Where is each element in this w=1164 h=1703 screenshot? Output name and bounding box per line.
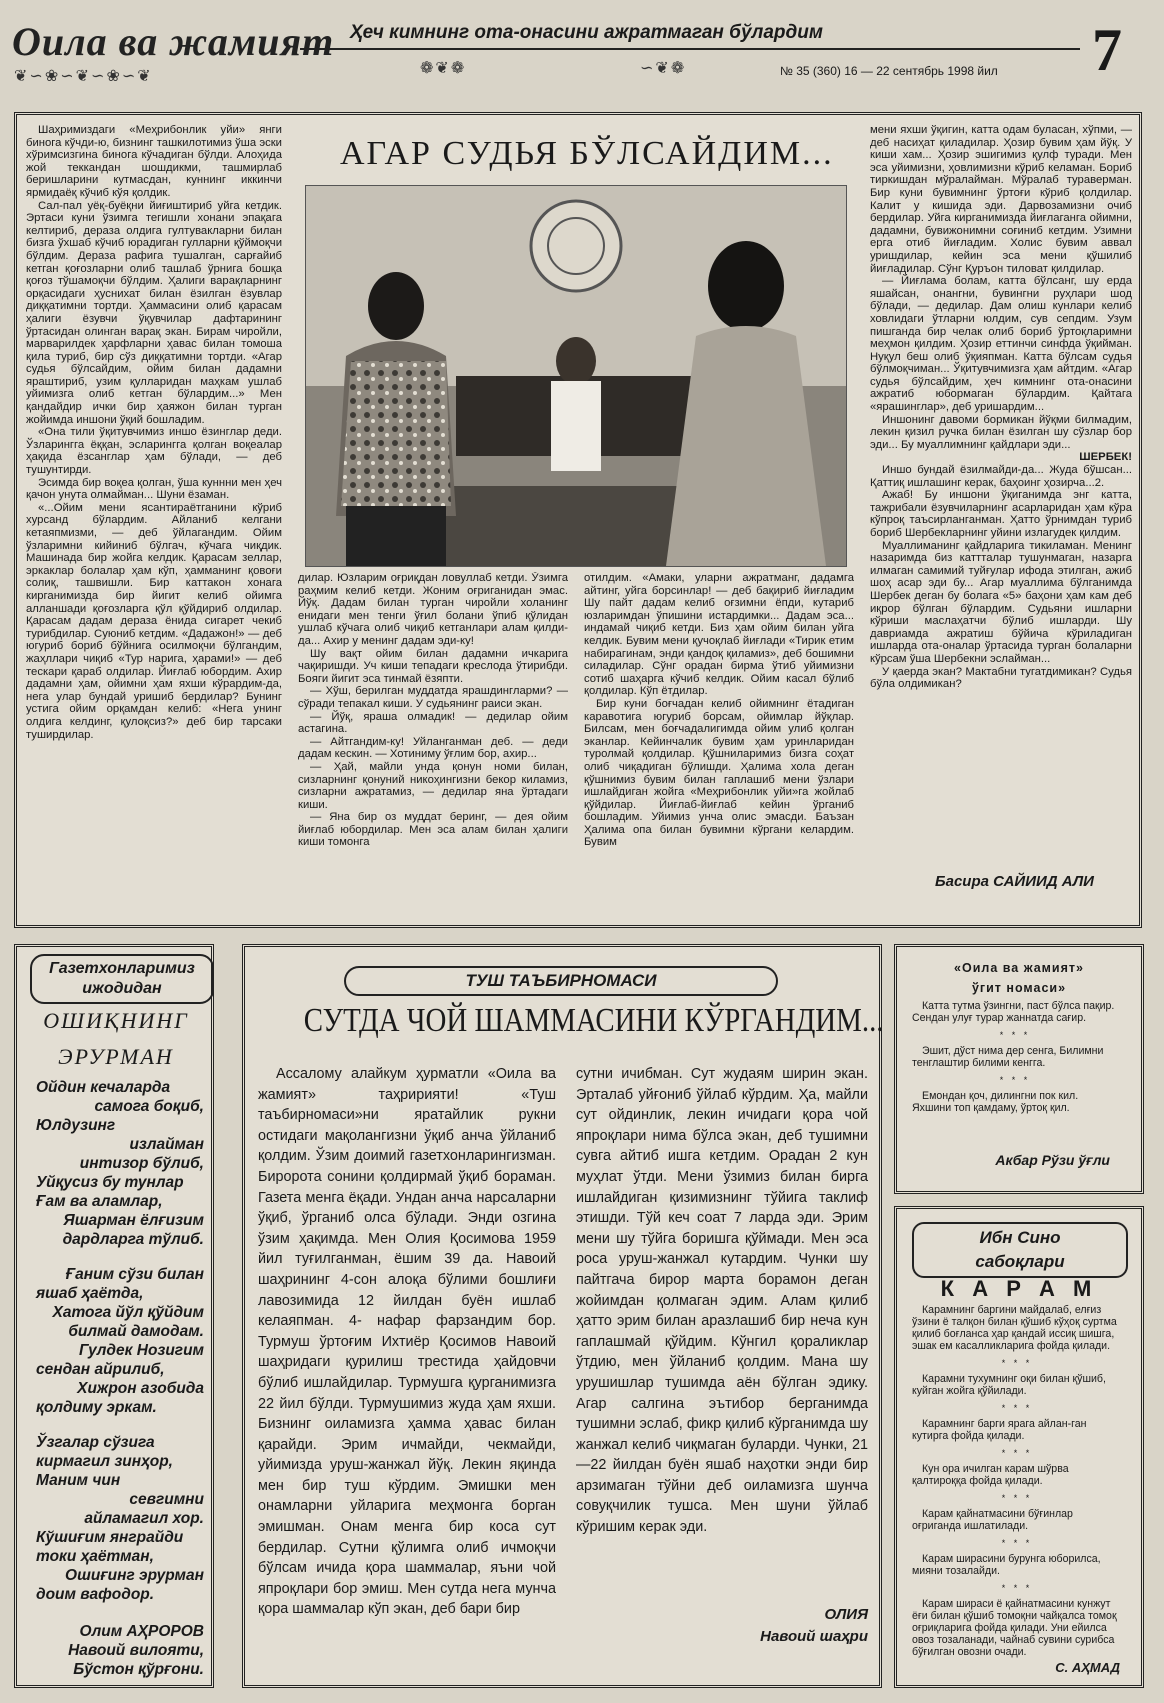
cabbage-title: К А Р А М [940,1276,1098,1301]
issue-line: № 35 (360) 16 — 22 сентябрь 1998 йил [780,64,998,78]
cabbage-item: Карам қайнатмасини бўғинлар оғриганда ишлатилади. [912,1508,1073,1532]
advice-item: Эшит, дўст нима дер сенга, Билимни тенглаштир билими кенгга. [912,1045,1104,1069]
stars-icon: * * * [999,1030,1031,1040]
paragraph: — Ҳай, майли унда қонун номи билан, сизларнинг қонуний никоҳингизни бекор киламиз, сизларни ажратамиз, — дедилар яна ўртадаги киши. [298,760,568,811]
cabbage-rubric: Ибн Сино сабоқлари [912,1222,1128,1278]
main-headline: АГАР СУДЬЯ БЎЛСАЙДИМ... [340,135,834,172]
stars-icon: * * * [1001,1583,1033,1593]
paragraph: «Она тили ўқитувчимиз иншо ёзинглар деди. Ўзларингга ёққан, эсларингга қолган воқеалар ҳақида ёзсанглар ҳам бўлади, — деб тушунтирди. [26,426,282,477]
paragraph: — Йиғлама болам, катта бўлсанг, шу ерда яшайсан, онангни, бувингни руҳлари шод бўлади, — дедилар. Дам олиш кунлари келиб ховлидаги ўтларни юлдим, сув сепдим. Узум пишганда бир челак олиб бориб ўртоқларимни меҳмон қилдим. Ҳозир еттинчи синфда ўқийман. Нуқул беш олиб ўқияпман. Катта бўлсам судья бўлмоқчиман... Ўқитувчимизга ҳам айтдим. «Агар судья бўлсайдим, ҳеч кимнинг ота-онасини ажратиб юбормаган бўлардим. Қайтага «ярашинглар», деб уришардим... [870,275,1132,414]
paragraph: Эсимда бир воқеа қолган, ўша куннни мен ҳеч қачон унута олмайман... Шуни ёзаман. [26,476,282,502]
dream-author: ОЛИЯ [824,1606,868,1623]
advice-item: Катта тутма ўзингни, паст бўлса пақир. Сендан улуғ турар жаннатда сағир. [912,1000,1115,1024]
cabbage-item: Карамнинг баргини майдалаб, елғиз ўзини ё талқон билан қўшиб кўҳоқ суртма қилиб боғланса ҳар қандай иссиқ шишга, эшак ем касалликларига фойда қилади. [912,1304,1117,1352]
main-column-3 [584,572,854,922]
cabbage-item: Карамнинг барги ярага айлан-ган кутирга фойда қилади. [912,1418,1087,1442]
stars-icon: * * * [1001,1403,1033,1413]
poem-title-1: ОШИҚНИНГ [43,1008,189,1033]
poem-body [36,1078,204,1620]
poem-title-2: ЭРУРМАН [58,1044,174,1069]
main-column-1 [26,124,282,924]
advice-item: Емондан қоч, дилингни пок кил. Яхшини топ қамдаму, ўртоқ қил. [912,1090,1079,1114]
paragraph: Ассалому алайкум ҳурматли «Оила ва жамият» таҳририяти! «Туш таъбирномаси»ни яратайлик рукни остидаги мақолангизни ўқиб анча ўйланиб қолдим. Ўзим доимий газетхонларингизман. Биророта сонини қолдирмай ўқиб бораман. Газета менга ёқади. Ундан анча нарсаларни ўқиб, ўрганиб олса бўлади. Энди озгина ўзим ҳақимда. Мен Олия Қосимова 1959 йил туғилганман, ёшим 39 да. Навоий шаҳрининг 4-сон алоқа бўлими бошлиғи лавозимида 12 йилдан буён ишлаб келаяпман. 4- нафар фарзандим бор. Турмуш ўртоғим Ихтиёр Қосимов Навоий шаҳридаги қурилиш трестида ҳайдовчи бўлиб ишлайдилар. Турмушга қурганимизга 22 йил бўлди. Турмушимиз жуда ҳам яхши. Бизнинг оиламизга ҳамма ҳавас билан қарайди. Эрим ичмайди, чекмайди, уйимизда уруш-жанжал йўқ. Лекин яқинда мен бир туш кўрдим. Эмишки мен онамларни уйларига меҳмонга борган эмишман. Онам менга бир коса сут бердилар. Сутни қўлимга олиб ичмоқчи бўлсам ичида қора шаммалар, яъни чой япроқлари бор эмиш. Мен сутда нега мунча қора шаммалар кўп экан, деб бари бир [258,1066,556,1618]
main-column-2 [298,572,568,922]
cabbage-author: С. АҲМАД [1055,1660,1120,1675]
paragraph: Шаҳримиздаги «Меҳрибонлик уйи» янги бинога кўчди-ю, бизнинг ташкилотимиз ўша эски хўримсизгина бинога кўчадиган бўлди. Алоҳида жой теккандан шошдикми, ташмирлаб беришларини кутмасдан, куннинг иккинчи ярмидаёқ кўчиб кўя қолдик. [26,124,282,199]
dream-signature [690,1604,868,1648]
dream-rubric: ТУШ ТАЪБИРНОМАСИ [344,966,778,996]
page-number: 7 [1092,17,1122,83]
cabbage-item: Кун ора ичилган карам шўрва қалтироққа фойда қилади. [912,1463,1069,1487]
cabbage-item: Карам шираси ё қайнатмасини кунжут ёғи билан қўшиб томоқни чайқалса томоқ оғриқларига фойда қилади. Уни ейилса овоз тозаланади, чайнаб сувини сурибса бўғилган овозни очади. [912,1598,1117,1658]
dream-column-1 [258,1064,556,1680]
poem-signature [40,1622,204,1679]
dream-headline: СУТДА ЧОЙ ШАММАСИНИ КЎРГАНДИМ... [303,1002,884,1039]
paragraph: Муаллиманинг қайдларига тикиламан. Менинг назаримда биз каттталар тушунмаган, назарга илмаган самимий туйғулар ифода этилган, ажиб шоҳ асар эди бу... Агар муаллима бўлганимда Шербек деган бу болага «5» баҳони ҳам кам деб иқрор бўлган бўлардим. Судьяни ишларни кўриши маслаҳатчи бўлиб ишларди. Шу давриамда ажратиш бўйича кўриладиган ишларда ота-оналар ўртасида турган болаларни кўрсам ўша Шербекни эслайман... [870,539,1132,665]
stars-icon: * * * [999,1075,1031,1085]
paragraph: Иншонинг давоми бормикан йўқми билмадим, лекин қизил ручка билан ёзилган шу сўзлар бор эди... Бу муаллимнинг қайдлари эди... [870,413,1132,451]
paragraph: Бир куни боғчадан келиб ойимнинг ётадиган каравотига югуриб борсам, ойимлар йўқлар. Билсам, мен боғчадалигимда ойим улиб қолган эканлар. Кейинчалик бувим ҳам уринларидан туролмай қолдилар. Қўшниларимиз бизга соҳат олиб чиқадиган бўлишди. Ҳалима хола деган қўшнимиз бувим билан гаплашиб мени ўзлари ишлайдиган жойга «Меҳрибонлик уйи»га жойлаб қўйдилар. Йиғлаб-йиғлаб кейин ўрганиб бошладим. Уйимиз унча олис эмасди. Баъзан Ҳалима опа билан бувимни кўргани келардим. Бувим [584,697,854,849]
paragraph: отилдим. «Амаки, уларни ажратманг, дадамга айтинг, уйга борсинлар! — деб бақириб йиғладим Шу пайт дадам келиб оғзимни ёпди, кутариб юзларимдан ўпишини истардимки... Дадам эса... индамай чиқиб кетди. Биз ҳам ойим билан уйга келдик. Бувим мени қучоқлаб йиғлади «Тирик етим набирагинам, энди қандоқ қиламиз», деб бошимни силадилар. Сўнг орадан бирма ўтиб уйимизни сотиб шаҳарга кўчиб келдик. Ойим касал бўлиб қолдилар. Кўп ётдилар. [584,572,854,698]
stanza: Ойдин кечаларда самога боқиб, Юлдузинг излайман интизор бўлиб, Уйқусиз бу тунлар Ғам ва аламлар, Яшарман ёлғизим дардларга тўлиб. [36,1079,204,1248]
main-column-4 [870,124,1132,859]
paragraph: — Айтгандим-ку! Уйланганман деб. — деди дадам кескин. — Хотиниму ўғлим бор, ахир... [298,735,568,761]
dream-column-2 [576,1064,868,1604]
poem-place-1: Навоий вилояти, [68,1642,204,1659]
stars-icon: * * * [1001,1358,1033,1368]
advice-body [912,1000,1118,1119]
cabbage-body [912,1304,1122,1663]
paragraph: Ажаб! Бу иншони ўқиганимда энг катта, тажрибали ёзувчиларнинг асарларидан ҳам кўра кўпроқ таъсирланганман. Ҳатто ўрнимдан туриб бориб Шербекларнинг уйини излагудек қилдим. [870,489,1132,539]
dream-place: Навоий шаҳри [760,1628,868,1645]
cabbage-item: Карамни тухумнинг оқи билан қўшиб, куйган жойга қўйилади. [912,1373,1106,1397]
ornament-right-icon: ∽❦❁ [640,60,687,77]
paragraph: — Хўш, берилган муддатда ярашдингларми? — сўради тепакал киши. У судьянинг раиси экан. [298,685,568,710]
sherbek-name: ШЕРБЕК! [1079,451,1132,464]
poem-rubric: Газетхонларимиз ижодидан [30,954,214,1004]
ornament-center-icon: ❁❦❁ [420,60,467,77]
paragraph: Иншо бундай ёзилмайди-да... Жуда бўшсан... Қаттиқ ишлашинг керак, баҳоинг ҳозирча...2. [870,464,1132,489]
paragraph: — Яна бир оз муддат беринг, — дея ойим йиғлаб юбордилар. Мен эса алам билан ҳалиги киши томонга [298,811,568,849]
paragraph: «...Ойим мени ясантираётганини кўриб хурсанд бўлардим. Айланиб келгани кетаяпмизми, — деб ўйлагандим. Ойим ўзларимни кийиниб бўлгач, кўчага чиқдик. Машинада бир жойга келдик. Қарасам зеллар, эркаклар болалар ҳам кўп, ҳамманинг қовоғи солиқ, ташвишли. Бир каттакон хонага кирганимизда бир йигит келиб ойимга алланшади қоғозларга қўл қўйдириб олдилар. Қарасам дадам дераза ёнида сигарет чекиб турибдилар. Суюниб кетдим. «Дадажон!» — деб югуриб бориб бўйнига осилмоқчи бўлгандим, жаҳллари чиқиб «Тур нарига, ҳарами!» — деб тескари қараб олдилар. Йиғлаб юбордим. Ахир дадамни ҳам, ойимни ҳам яхши кўрардим-да, нега улар бундай уришиб бердилар? Бунинг устига ойим орқамдан келиб: «Нега унинг олдига келдинг, қулоқсиз?» деб бир тарсаки туширдилар. [26,501,282,741]
stars-icon: * * * [1001,1448,1033,1458]
stanza: Ўзгалар сўзига кирмагил зинҳор, Маним чин севгимни айламагил хор. Кўшиғим янграйди токи ҳаётман, Ошиғинг эрурман доим вафодор. [36,1434,204,1603]
main-byline: Басира САЙИИД АЛИ [935,873,1094,890]
masthead-title: Оила ва жамият [12,19,335,64]
stars-icon: * * * [1001,1538,1033,1548]
paragraph: — Йўқ, яраша олмадик! — дедилар ойим астагина. [298,710,568,736]
advice-title: «Оила ва жамият» ўгит номаси» [954,961,1084,995]
paragraph: сутни ичибман. Сут жудаям ширин экан. Эрталаб уйғониб ўйлаб кўрдим. Ҳа, майли сут ойдинлик, лекин ичидаги қора чой япроқлари нима бўлса экан, деб тушимни сувга айтиб ишга кетдим. Орадан 2 кун муҳлат ўтди. Мени ўзимиз билан бирга ишлайдиган қизимизнинг тўйига таклиф этишди. Тўй кеч соат 7 ларда эди. Эрим мени шу тўйга боришга қўймади. Мен эса роса уруш-жанжал кутардим. Чунки шу пайтгача бирор марта борамон деган жойимдан қолмаган эдим. Алам қилиб ҳатто эрим билан аразлашиб бир неча кун гаплашмай қўйдим. Кўнгил қораликлар ўтдию, мен ўйланиб қолдим. Мана шу урушишлар тушимда аён бўлган эдику. Агар салгина эътибор берганимда тушимни эслаб, фикр қилиб кўрганимда шу жанжал келиб чиқмаган буларди. Чунки, 21—22 йилдан буён яшаб наҳотки энди бир арзимаган тўйни деб оиламизга шунча совуқчилик тушса. Мен шуни ўйлаб кўришим керак эди. [576,1066,868,1536]
paragraph: дилар. Юзларим оғриқдан ловуллаб кетди. Ўзимга раҳмим келиб кетди. Жоним оғриганидан эмас. Йўқ. Дадам билан турган чиройли холанинг енидаги мен тенги ўғил болани ўпиб қўлидан ушлаб кўчага олиб чиқиб кетганлари алам қилди-да... Ахир у менинг дадам эди-ку! [298,572,568,647]
court-scene-icon [306,186,846,566]
stars-icon: * * * [1001,1493,1033,1503]
paragraph: Шу вақт ойим билан дадамни ичкарига чақиришди. Уч киши тепадаги креслода ўтирибди. Бояги йигит эса тинмай ёзяпти. [298,647,568,685]
poem-place-2: Бўстон қўрғони. [73,1661,204,1678]
paragraph: У қаерда экан? Мактабни тугатдимикан? Судья бўла олдимикан? [870,665,1132,691]
poem-author: Олим АҲРОРОВ [79,1623,204,1640]
paragraph: Сал-пал уёқ-буёқни йиғиштириб уйга кетдик. Эртаси куни ўзимга тегишли хонани эпақага келтириб, дераза олдига гултувакларни билан бизга ўхшаб кўчиб юрадиган гулларни қўймоқчи бўлдим. Дераза рафига тушалган, сарғайиб кетган қоғозларни олиб ташлаб ўрнига бошқа қоғоз тўшамоқчи бўлдим. Ҳалиги варақларнинг орқасидаги ҳуснихат билан ёзилган ёзувлар диққатимни тортди. Ҳаммасини олиб қарасам ҳалиги ёзувчи ўқувчилар дафтарининг ўртасидан олинган варақ экан. Бирам чиройли, марварилдек ҳарфларни ҳавас билан томоша қила туриб, бир сўз диққатимни тортди. «Агар судья бўлсайдим, ойим билан дадамни яраштириб, узим қулларидан маҳкам ушлаб уйимизга олиб кетган бўлардим...» Мен қандайдир ички бир ҳаяжон билан турган жойимда иншони ўқий бошладим. [26,199,282,426]
masthead-rule [300,48,1080,50]
masthead-slogan: Ҳеч кимнинг ота-онасини ажратмаган бўлардим [350,22,823,43]
ornament-left-icon: ❦∽❀∽❦∽❀∽❦ [14,68,153,85]
stanza: Ғаним сўзи билан яшаб ҳаётда, Хатога йўл қўйдим билмай дамодам. Гулдек Нозигим сендан айрилиб, Хижрон азобида қолдиму эркам. [36,1266,204,1416]
advice-author: Акбар Рўзи ўғли [995,1152,1110,1168]
paragraph: мени яхши ўқигин, катта одам буласан, хўпми, — деб насиҳат қиладилар. Ҳозир бувим ҳам йўқ. У киши хам... Ҳозир эшигимиз қулф туради. Мен эса уйимизни, ҳовлимизни кўриб келаман. Бориб тиркишдан мўралайман. Мўралаб тураверман. Бир куни бувимнинг ўртоғи кўриб қолдилар. Калит у кишида эди. Дарвозамизни очиб бердилар. Уйга кирганимизда йиғлаганга ойимни, дадамни, бувижонимни соғиниб кетдим. Узимни ерга отиб йиғладим. Холис бувим аввал уришдилар, кейин эса мени қўшилиб йиғладилар. Сўнг Қуръон тиловат қилдилар. [870,124,1132,275]
cabbage-item: Карам ширасини бурунга юборилса, мияни тозалайди. [912,1553,1101,1577]
court-photo [305,185,847,567]
